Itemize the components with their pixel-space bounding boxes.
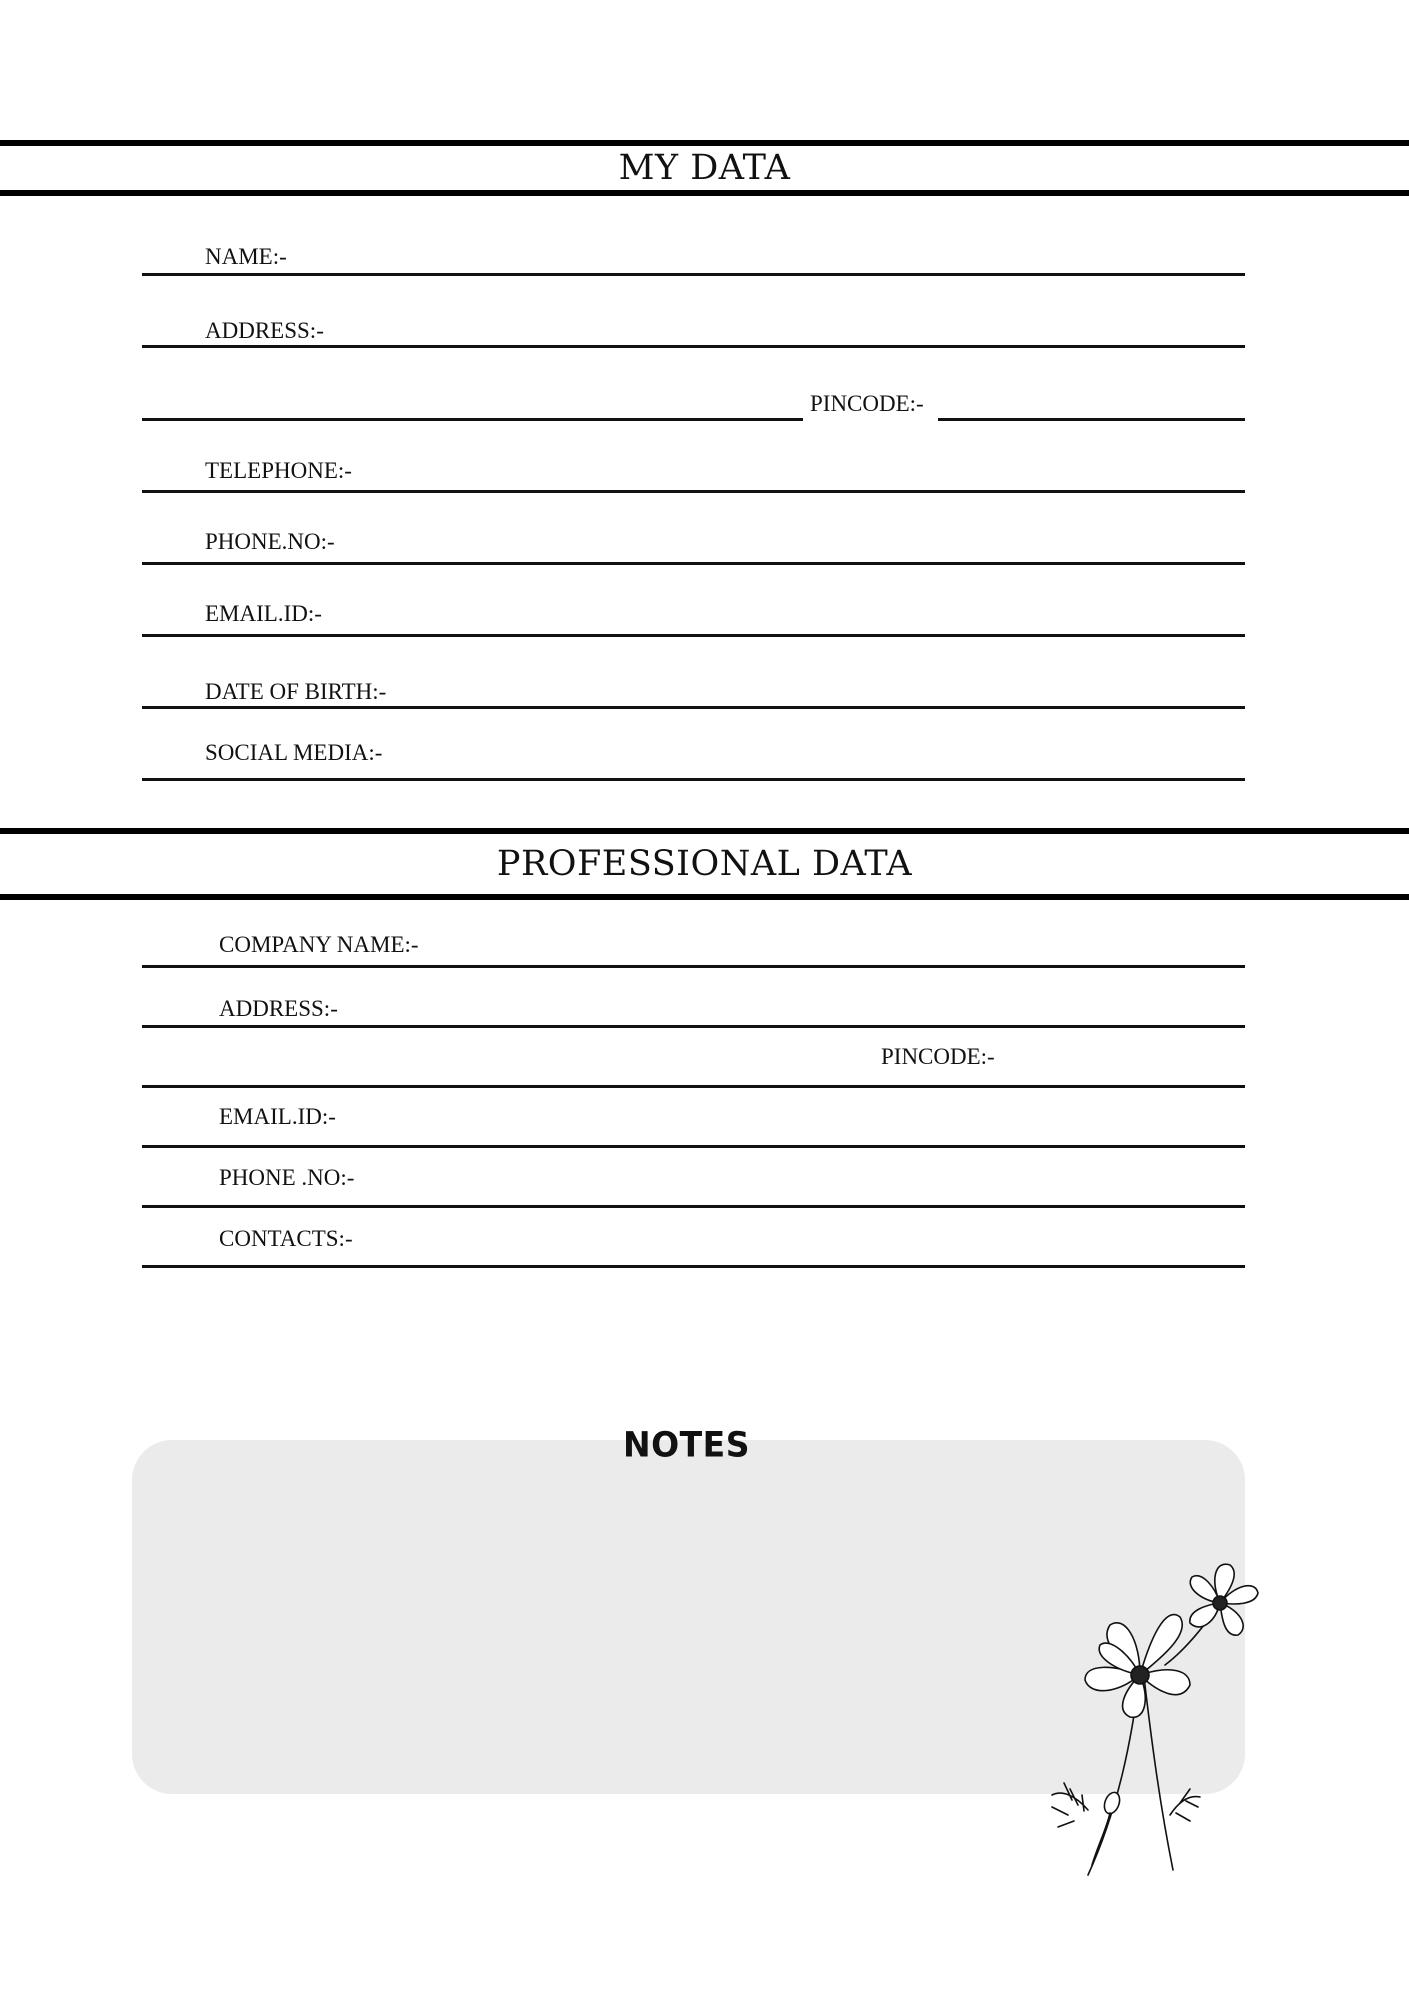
- professional-data-header: [0, 828, 1409, 900]
- dob-label: DATE OF BIRTH:-: [201, 680, 390, 703]
- dob-line: [142, 706, 1245, 709]
- pro-email-line: [142, 1145, 1245, 1148]
- pro-address-label: ADDRESS:-: [215, 997, 342, 1020]
- social-media-line: [142, 778, 1245, 781]
- company-label: COMPANY NAME:-: [219, 932, 419, 957]
- telephone-line: [142, 490, 1245, 493]
- pro-address-line: [142, 1025, 1245, 1028]
- professional-data-title: PROFESSIONAL DATA: [496, 843, 913, 884]
- my-data-title: MY DATA: [618, 147, 791, 188]
- address-label: ADDRESS:-: [201, 319, 328, 342]
- flower-illustration-icon: [1040, 1545, 1280, 1880]
- contacts-label: CONTACTS:-: [219, 1226, 353, 1251]
- social-media-label: SOCIAL MEDIA:-: [201, 741, 386, 764]
- email-line: [142, 634, 1245, 637]
- pro-pincode-line: [142, 1085, 1245, 1088]
- pincode-line-left: [142, 418, 803, 421]
- pro-phone-line: [142, 1205, 1245, 1208]
- phone-no-label: PHONE.NO:-: [201, 530, 339, 553]
- phone-no-line: [142, 562, 1245, 565]
- pro-pincode-label: PINCODE:-: [881, 1044, 995, 1069]
- pincode-line-right: [938, 418, 1245, 421]
- pro-email-label: EMAIL.ID:-: [219, 1104, 336, 1129]
- name-line: [142, 273, 1245, 276]
- name-label: NAME:-: [201, 245, 291, 268]
- pincode-label: PINCODE:-: [806, 392, 928, 415]
- company-line: [142, 965, 1245, 968]
- telephone-label: TELEPHONE:-: [201, 459, 356, 482]
- my-data-header: [0, 140, 1409, 196]
- contacts-line: [142, 1265, 1245, 1268]
- notes-title: NOTES: [623, 1424, 750, 1465]
- address-line: [142, 345, 1245, 348]
- email-label: EMAIL.ID:-: [201, 602, 326, 625]
- pro-phone-label: PHONE .NO:-: [219, 1165, 355, 1190]
